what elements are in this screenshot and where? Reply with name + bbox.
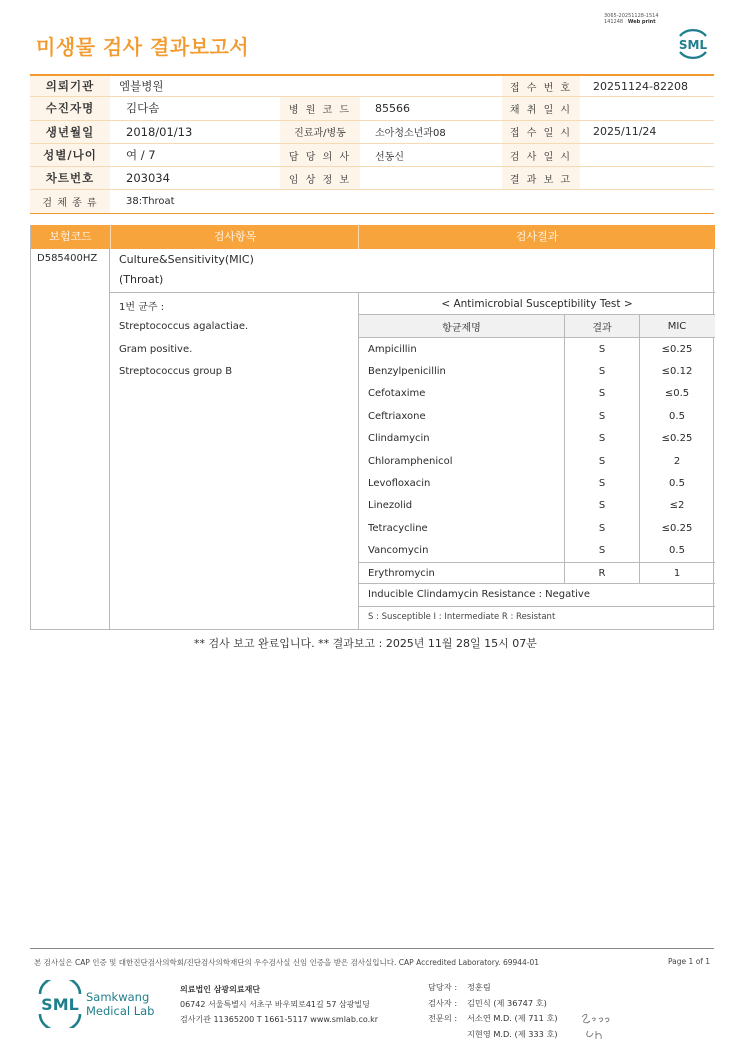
- value-requesting-institution: 엠블병원: [119, 79, 164, 94]
- value-department: 소아청소년과08: [375, 128, 446, 140]
- svg-text:Samkwang: Samkwang: [86, 990, 150, 1004]
- susceptibility-row: [359, 360, 715, 382]
- staff-role: 담당자 :: [428, 982, 458, 992]
- drug-result: S: [598, 366, 606, 378]
- value-test-date: [584, 144, 714, 166]
- label-receipt-date: 접 수 일 시: [502, 121, 580, 143]
- test-specimen: (Throat): [119, 273, 164, 286]
- value-specimen-type: 38:Throat: [126, 196, 175, 208]
- staff-row: [428, 980, 558, 996]
- value-birth-date: 2018/01/13: [126, 124, 193, 139]
- value-patient-name: 김다솜: [126, 101, 160, 116]
- drug-mic: ≤0.25: [661, 433, 693, 445]
- label-specimen-type: 검 체 종 류: [30, 190, 110, 212]
- drug-result: R: [598, 567, 606, 579]
- label-sex-age: 성별/나이: [30, 144, 110, 166]
- label-department: 진료과/병동: [280, 121, 360, 143]
- drug-result: S: [598, 522, 606, 534]
- info-row: [30, 121, 714, 144]
- label-chart-number: 차트번호: [30, 167, 110, 189]
- susceptibility-title: < Antimicrobial Susceptibility Test >: [359, 293, 715, 315]
- staff-role: 검사자 :: [428, 997, 458, 1008]
- drug-name: Linezolid: [368, 500, 413, 512]
- drug-result: S: [598, 410, 606, 422]
- sml-logo-icon: [674, 27, 712, 61]
- value-collection-date: [584, 97, 714, 119]
- value-hospital-code: 85566: [375, 101, 410, 115]
- label-hospital-code: 병 원 코 드: [280, 97, 360, 119]
- info-row: [30, 74, 714, 97]
- susceptibility-row: [359, 495, 715, 517]
- susceptibility-row: [359, 562, 715, 584]
- drug-result: S: [598, 500, 606, 512]
- susceptibility-table: [359, 293, 715, 627]
- staff-list: [428, 980, 558, 1042]
- susceptibility-row: [359, 338, 715, 360]
- info-row: [30, 144, 714, 167]
- drug-mic: 0.5: [669, 478, 685, 490]
- print-code-id: 141248: [604, 19, 624, 25]
- info-row: [30, 97, 714, 120]
- insurance-code: D585400HZ: [37, 253, 98, 264]
- header-test-result: 검사결과: [515, 230, 559, 243]
- drug-mic: ≤2: [669, 500, 685, 512]
- drug-result: S: [598, 455, 606, 467]
- print-code-line1: 3065-20251128-1514: [604, 13, 659, 19]
- value-chart-number: 203034: [126, 171, 170, 186]
- inducible-clindamycin-result: Inducible Clindamycin Resistance : Negative: [368, 589, 591, 601]
- footer-divider: [30, 948, 714, 949]
- organism-group: Streptococcus group B: [119, 366, 233, 377]
- value-sex-age: 여 / 7: [126, 148, 156, 163]
- drug-mic: ≤0.12: [661, 366, 693, 378]
- staff-row: [428, 1027, 558, 1043]
- susceptibility-row: [359, 517, 715, 539]
- page-number: Page 1 of 1: [668, 957, 711, 966]
- organization-info: [180, 982, 378, 1027]
- drug-mic: 2: [673, 455, 681, 467]
- value-receipt-date: 2025/11/24: [593, 125, 657, 139]
- patient-info-table: [30, 74, 714, 214]
- staff-name: 정훈림: [467, 982, 491, 992]
- drug-mic: ≤0.25: [661, 343, 693, 355]
- svg-text:SML: SML: [678, 38, 708, 52]
- header-insurance-code: 보험코드: [49, 230, 92, 243]
- signature-icon: [578, 1011, 618, 1041]
- drug-mic: ≤0.5: [664, 388, 690, 400]
- staff-role: 전문의 :: [428, 1013, 458, 1023]
- info-row: [30, 190, 714, 213]
- web-print-label: Web print: [627, 19, 656, 25]
- drug-name: Ampicillin: [368, 343, 417, 355]
- inducible-clindamycin-row: [359, 584, 715, 606]
- label-clinical-info: 임 상 정 보: [280, 167, 360, 189]
- staff-row: [428, 1011, 558, 1027]
- susceptibility-rows: [359, 338, 715, 584]
- result-table: [30, 225, 714, 630]
- susceptibility-row: [359, 472, 715, 494]
- drug-name: Chloramphenicol: [368, 455, 453, 467]
- staff-row: [428, 996, 558, 1012]
- label-requesting-institution: 의뢰기관: [30, 76, 110, 96]
- susceptibility-column-header: [359, 315, 715, 338]
- drug-result: S: [598, 478, 606, 490]
- value-physician: 선동신: [375, 151, 404, 163]
- susceptibility-row: [359, 540, 715, 562]
- column-mic: MIC: [667, 320, 687, 332]
- label-birth-date: 생년월일: [30, 121, 110, 143]
- drug-name: Benzylpenicillin: [368, 366, 446, 378]
- page-title: 미생물 검사 결과보고서: [36, 35, 250, 59]
- print-code: [604, 13, 659, 25]
- staff-name: 서소연 M.D. (제 711 호): [467, 1013, 558, 1023]
- label-receipt-number: 접 수 번 호: [502, 76, 580, 96]
- drug-name: Tetracycline: [368, 522, 428, 534]
- susceptibility-row: [359, 405, 715, 427]
- organism-label: 1번 균주 :: [119, 302, 165, 313]
- certification-note: 본 검사실은 CAP 인증 및 대한진단검사의학회/진단검사의학재단의 우수검사실 신임 인증을 받은 검사실입니다. CAP Accredited Laboratory. 69944-01: [34, 958, 540, 967]
- susceptibility-row: [359, 450, 715, 472]
- label-result-report: 결 과 보 고: [502, 167, 580, 189]
- legend-row: [359, 607, 715, 627]
- drug-name: Clindamycin: [368, 433, 430, 445]
- staff-name: 지현영 M.D. (제 333 호): [467, 1028, 558, 1039]
- organization-contact: 검사기관 11365200 T 1661-5117 www.smlab.co.kr: [180, 1015, 379, 1024]
- drug-mic: 0.5: [669, 545, 685, 557]
- drug-mic: ≤0.25: [661, 522, 693, 534]
- result-table-header: [31, 225, 715, 249]
- drug-result: S: [598, 545, 606, 557]
- organism-name: Streptococcus agalactiae.: [119, 321, 249, 332]
- column-result: 결과: [592, 322, 612, 334]
- value-result-report: [584, 167, 714, 189]
- column-drug: 항균제명: [442, 322, 481, 334]
- result-legend: S : Susceptible I : Intermediate R : Resistant: [368, 611, 556, 622]
- drug-name: Ceftriaxone: [368, 410, 426, 422]
- svg-text:SML: SML: [41, 995, 79, 1014]
- organization-address: 06742 서울특별시 서초구 바우뫼로41길 57 삼광빌딩: [180, 1000, 370, 1009]
- label-patient-name: 수진자명: [30, 97, 110, 119]
- drug-result: S: [598, 388, 606, 400]
- info-row: [30, 167, 714, 190]
- susceptibility-row: [359, 383, 715, 405]
- report-completion: ** 검사 보고 완료입니다. ** 결과보고 : 2025년 11월 28일 15시 07분: [194, 637, 537, 650]
- value-clinical-info: [366, 167, 496, 189]
- organization-name: 의료법인 삼광의료재단: [180, 985, 261, 994]
- susceptibility-row: [359, 428, 715, 450]
- test-name: Culture&Sensitivity(MIC): [119, 253, 254, 266]
- header-test-item: 검사항목: [213, 230, 257, 243]
- staff-name: 김민식 (제 36747 호): [467, 997, 547, 1008]
- samkwang-logo-icon: [36, 980, 158, 1028]
- drug-name: Erythromycin: [368, 567, 435, 579]
- drug-result: S: [598, 433, 606, 445]
- organism-gram: Gram positive.: [119, 344, 193, 355]
- svg-text:Medical Lab: Medical Lab: [86, 1004, 155, 1018]
- drug-mic: 0.5: [669, 410, 685, 422]
- label-test-date: 검 사 일 시: [502, 144, 580, 166]
- drug-name: Cefotaxime: [368, 388, 426, 400]
- value-receipt-number: 20251124-82208: [593, 79, 688, 93]
- divider: [109, 249, 110, 630]
- drug-mic: 1: [673, 567, 681, 579]
- label-collection-date: 채 취 일 시: [502, 97, 580, 119]
- drug-result: S: [598, 343, 606, 355]
- drug-name: Levofloxacin: [368, 478, 431, 490]
- label-physician: 담 당 의 사: [280, 144, 360, 166]
- drug-name: Vancomycin: [368, 545, 429, 557]
